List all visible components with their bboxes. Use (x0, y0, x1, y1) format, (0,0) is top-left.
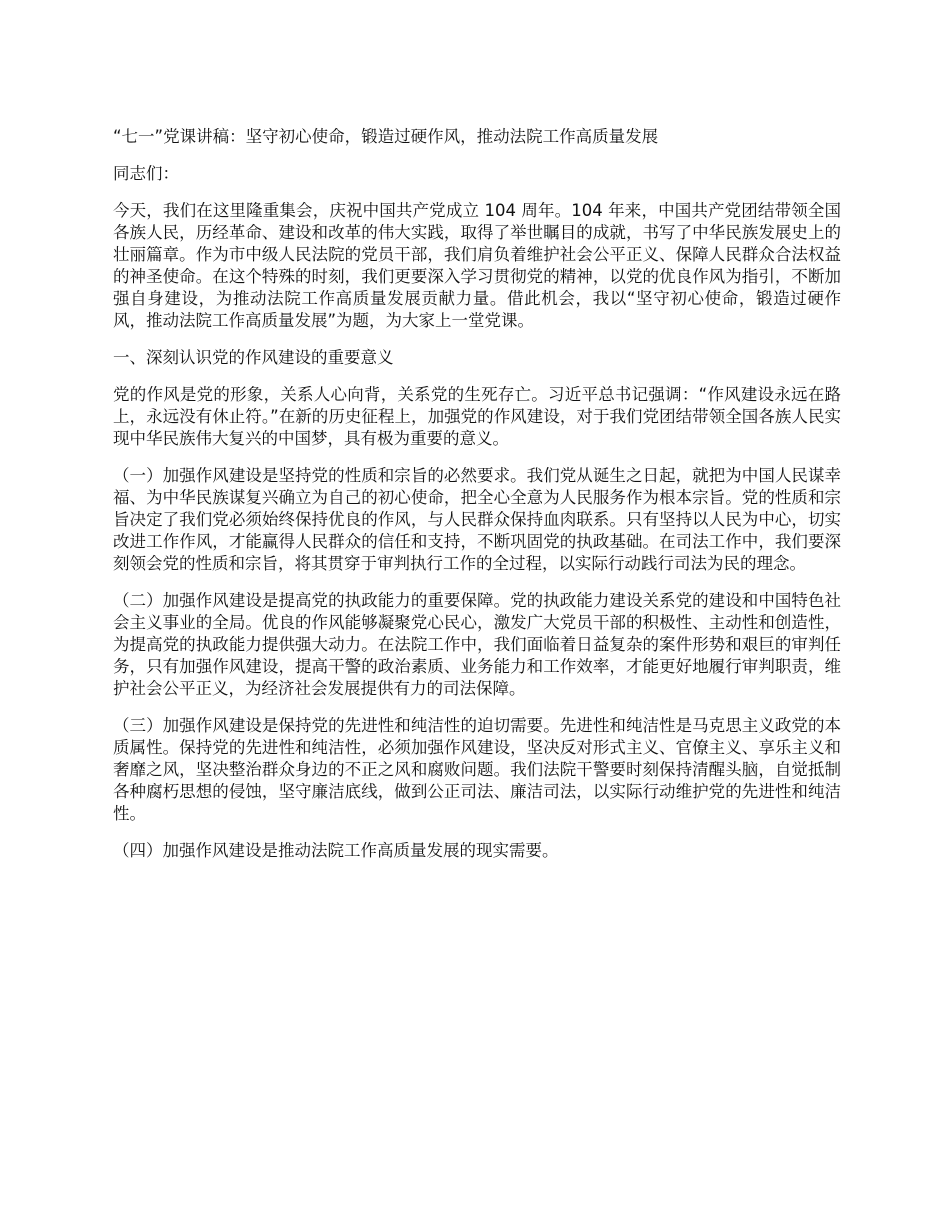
section-heading-1: 一、深刻认识党的作风建设的重要意义 (113, 348, 394, 367)
section-1-intro-paragraph: 党的作风是党的形象，关系人心向背，关系党的生死存亡。习近平总书记强调：“作风建设永远在路上，永远没有休止符。”在新的历史征程上，加强党的作风建设，对于我们党团结带领全国各族人民实现中华民族伟大复兴的中国梦，具有极为重要的意义。 (113, 385, 841, 448)
salutation: 同志们： (113, 164, 179, 183)
point-1-paragraph: （一）加强作风建设是坚持党的性质和宗旨的必然要求。我们党从诞生之日起，就把为中国人民谋幸福、为中华民族谋复兴确立为自己的初心使命，把全心全意为人民服务作为根本宗旨。党的性质和宗旨决定了我们党必须始终保持优良的作风，与人民群众保持血肉联系。只有坚持以人民为中心，切实改进工作作风，才能赢得人民群众的信任和支持，不断巩固党的执政基础。在司法工作中，我们要深刻领会党的性质和宗旨，将其贯穿于审判执行工作的全过程，以实际行动践行司法为民的理念。 (113, 466, 841, 573)
point-4-paragraph: （四）加强作风建设是推动法院工作高质量发展的现实需要。 (113, 841, 559, 860)
point-3-paragraph: （三）加强作风建设是保持党的先进性和纯洁性的迫切需要。先进性和纯洁性是马克思主义政党的本质属性。保持党的先进性和纯洁性，必须加强作风建设，坚决反对形式主义、官僚主义、享乐主义和奢靡之风，坚决整治群众身边的不正之风和腐败问题。我们法院干警要时刻保持清醒头脑，自觉抵制各种腐朽思想的侵蚀，坚守廉洁底线，做到公正司法、廉洁司法，以实际行动维护党的先进性和纯洁性。 (113, 716, 841, 823)
document-title: “七一”党课讲稿：坚守初心使命，锻造过硬作风，推动法院工作高质量发展 (113, 127, 659, 146)
document-page (113, 126, 841, 877)
point-2-paragraph: （二）加强作风建设是提高党的执政能力的重要保障。党的执政能力建设关系党的建设和中国特色社会主义事业的全局。优良的作风能够凝聚党心民心，激发广大党员干部的积极性、主动性和创造性，为提高党的执政能力提供强大动力。在法院工作中，我们面临着日益复杂的案件形势和艰巨的审判任务，只有加强作风建设，提高干警的政治素质、业务能力和工作效率，才能更好地履行审判职责，维护社会公平正义，为经济社会发展提供有力的司法保障。 (113, 591, 841, 698)
intro-paragraph: 今天，我们在这里隆重集会，庆祝中国共产党成立 104 周年。104 年来，中国共产党团结带领全国各族人民，历经革命、建设和改革的伟大实践，取得了举世瞩目的成就，书写了中华民族发展史上的壮丽篇章。作为市中级人民法院的党员干部，我们肩负着维护社会公平正义、保障人民群众合法权益的神圣使命。在这个特殊的时刻，我们更要深入学习贯彻党的精神，以党的优良作风为指引，不断加强自身建设，为推动法院工作高质量发展贡献力量。借此机会，我以“坚守初心使命，锻造过硬作风，推动法院工作高质量发展”为题，为大家上一堂党课。 (113, 201, 841, 330)
